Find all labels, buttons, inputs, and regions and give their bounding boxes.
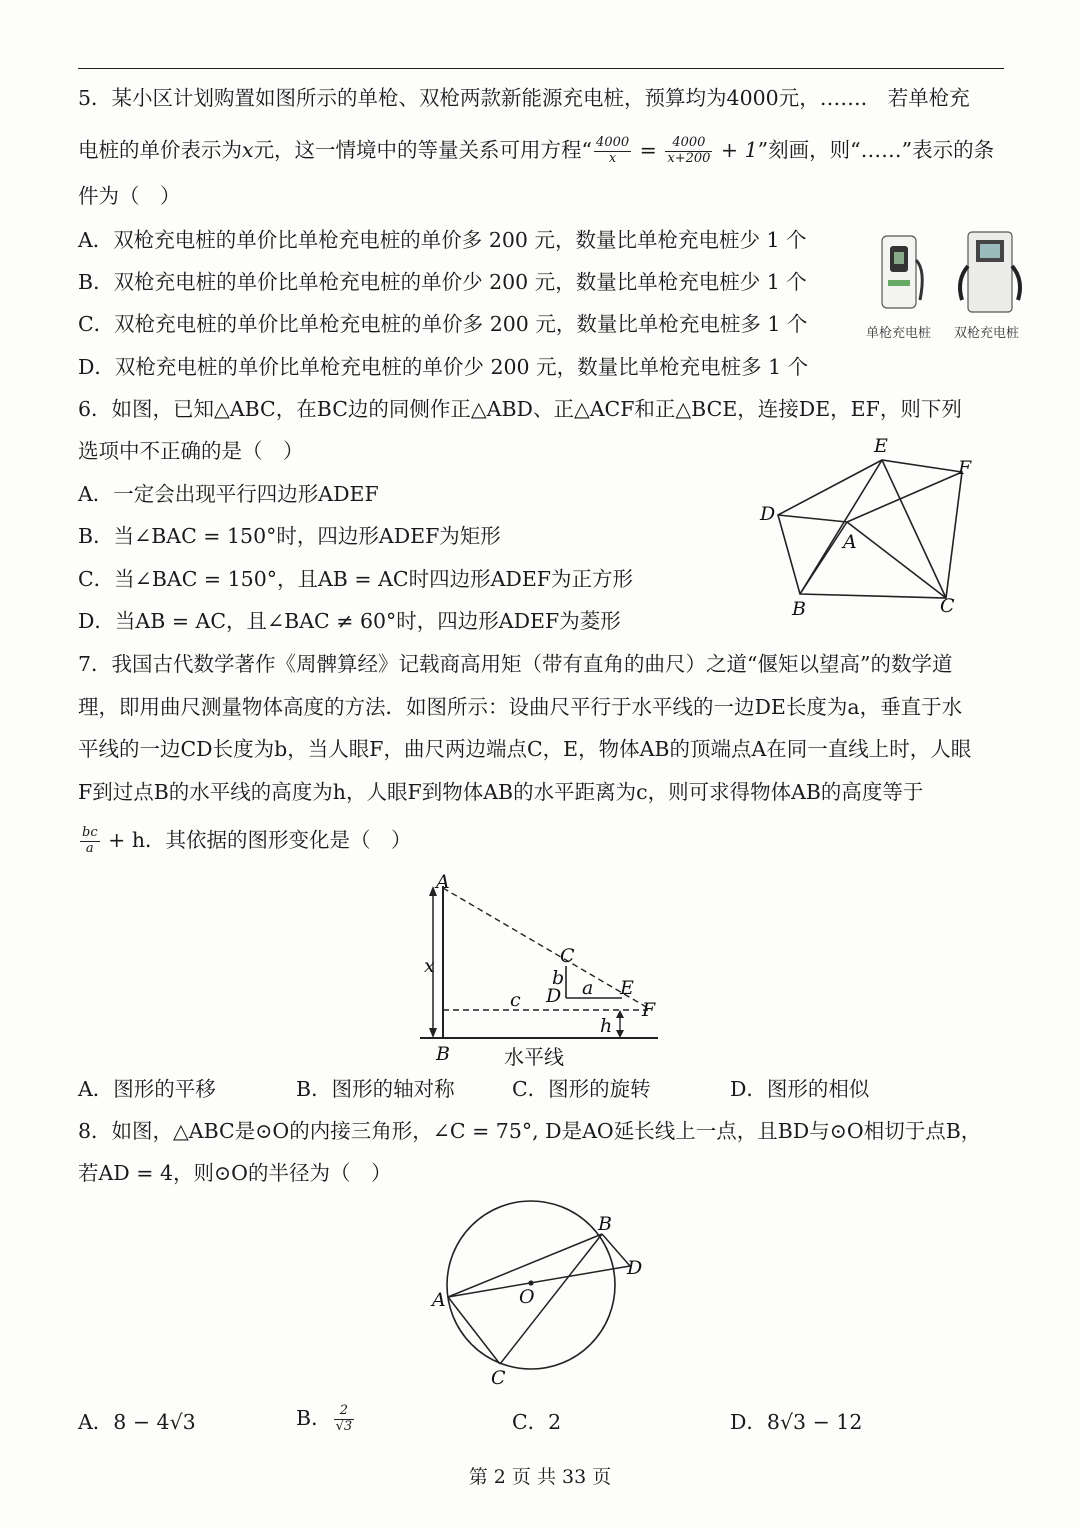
q5-option-b[interactable]: B．双枪充电桩的单价比单枪充电桩的单价少 200 元，数量比单枪充电桩少 1 个 [78, 270, 807, 294]
q6-label-f: F [958, 457, 972, 479]
q7-option-a[interactable]: A．图形的平移 [78, 1077, 216, 1101]
q6-label-d: D [760, 503, 776, 525]
q7-fraction-num: bc [82, 825, 98, 840]
q6-option-c[interactable]: C．当∠BAC = 150°，且AB = AC时四边形ADEF为正方形 [78, 567, 634, 591]
q8-center-dot [528, 1280, 533, 1285]
q7-line-4: F到过点B的水平线的高度为h，人眼F到物体AB的水平距离为c，则可求得物体AB的高度等于 [78, 780, 924, 804]
q8-option-b-num: 2 [334, 1404, 355, 1420]
q8-line-cb [500, 1234, 602, 1364]
q7-fraction-den: a [85, 840, 94, 856]
header-rule [78, 68, 1004, 69]
q5-fraction-1-num: 4000 [596, 135, 630, 150]
double-gun-charger-image [960, 232, 1020, 312]
q7-fraction-bc-a [80, 826, 100, 857]
q7-label-c-length: c [510, 989, 521, 1011]
q5-line-1: 5．某小区计划购置如图所示的单枪、双枪两款新能源充电桩，预算均为4000元，……． 若单枪充 [78, 86, 970, 110]
q7-line-3: 平线的一边CD长度为b，当人眼F，曲尺两边端点C，E，物体AB的顶端点A在同一直线上时，人眼 [78, 737, 972, 761]
q7-label-x: x [424, 955, 435, 977]
q7-label-d: D [546, 985, 562, 1007]
q5-fraction-1-den: x [608, 150, 617, 166]
q6-line-af [847, 472, 962, 522]
q8-option-a[interactable]: A．8 − 4√3 [78, 1410, 196, 1434]
q7-label-h: h [600, 1015, 613, 1037]
q8-label-d: D [627, 1257, 643, 1279]
q6-label-b: B [792, 598, 806, 620]
single-gun-charger-image [882, 236, 922, 308]
q7-line-5-rest: + h．其依据的图形变化是（ ） [101, 827, 412, 852]
q8-option-b[interactable] [296, 1404, 356, 1435]
q8-label-a: A [432, 1289, 446, 1311]
q8-option-b-den: √3 [335, 1418, 353, 1434]
q6-line-ec [882, 460, 946, 598]
q5-line-2 [78, 136, 994, 167]
charger-illustration [868, 230, 1038, 320]
q5-var-x: x [242, 137, 254, 162]
q8-figure [420, 1200, 660, 1390]
page-footer: 第 2 页 共 33 页 [468, 1466, 612, 1488]
q8-option-b-prefix: B． [296, 1405, 332, 1430]
q5-option-a[interactable]: A．双枪充电桩的单价比单枪充电桩的单价多 200 元，数量比单枪充电桩少 1 个 [78, 228, 807, 252]
q7-label-b-point: B [436, 1043, 450, 1065]
q5-equals: = [633, 137, 664, 162]
q7-line-5 [78, 826, 412, 857]
q7-label-e: E [620, 977, 634, 999]
q7-line-2: 理，即用曲尺测量物体高度的方法．如图所示：设曲尺平行于水平线的一边DE长度为a，垂直于水 [78, 695, 963, 719]
q5-text-a: 电桩的单价表示为 [78, 137, 242, 162]
q8-option-b-fraction [334, 1404, 355, 1435]
q8-line-bd [602, 1234, 630, 1266]
q5-fraction-2 [665, 136, 712, 167]
q5-plus-one: + 1 [714, 137, 758, 162]
q7-label-f: F [642, 999, 656, 1021]
q7-figure [410, 870, 680, 1070]
q6-line-eb [800, 460, 882, 594]
q5-text-b: 元，这一情境中的等量关系可用方程“ [253, 137, 593, 162]
q7-label-b: b [552, 967, 565, 989]
q8-line-2: 若AD = 4，则⊙O的半径为（ ） [78, 1161, 392, 1185]
q6-label-e: E [874, 435, 888, 457]
q7-option-c[interactable]: C．图形的旋转 [512, 1077, 651, 1101]
q8-line-ad [448, 1266, 630, 1297]
q5-line-3: 件为（ ） [78, 184, 181, 208]
q8-option-d[interactable]: D．8√3 − 12 [730, 1410, 863, 1434]
q6-option-a[interactable]: A．一定会出现平行四边形ADEF [78, 482, 379, 506]
q8-label-o: O [519, 1286, 535, 1308]
q7-option-b[interactable]: B．图形的轴对称 [296, 1077, 455, 1101]
q7-label-a: A [436, 871, 450, 893]
q6-line-1: 6．如图，已知△ABC，在BC边的同侧作正△ABD、正△ACF和正△BCE，连接DE，EF，则下列 [78, 397, 962, 421]
q7-option-d[interactable]: D．图形的相似 [730, 1077, 870, 1101]
q5-option-c[interactable]: C．双枪充电桩的单价比单枪充电桩的单价多 200 元，数量比单枪充电桩多 1 个 [78, 312, 808, 336]
q8-line-1: 8．如图，△ABC是⊙O的内接三角形，∠C = 75°, D是AO延长线上一点，且BD与⊙O相切于点B， [78, 1119, 982, 1143]
q5-text-c: ”刻画，则“……”表示的条 [757, 137, 995, 162]
q5-fraction-2-den: x+200 [667, 150, 711, 166]
q5-fraction-1 [594, 136, 631, 167]
q6-option-d[interactable]: D．当AB = AC，且∠BAC ≠ 60°时，四边形ADEF为菱形 [78, 609, 621, 633]
q6-label-a: A [843, 531, 857, 553]
q8-label-b: B [598, 1213, 612, 1235]
q7-label-c: C [560, 945, 575, 967]
q8-option-c[interactable]: C．2 [512, 1410, 562, 1434]
q6-line-ac [847, 522, 946, 598]
caption-double-charger: 双枪充电桩 [954, 326, 1020, 341]
q7-horizon-label: 水平线 [504, 1045, 564, 1069]
q6-line-2: 选项中不正确的是（ ） [78, 439, 304, 463]
q7-line-1: 7．我国古代数学著作《周髀算经》记载商高用矩（带有直角的曲尺）之道“偃矩以望高”的数学道 [78, 652, 953, 676]
q6-option-b[interactable]: B．当∠BAC = 150°时，四边形ADEF为矩形 [78, 524, 501, 548]
q6-line-da [778, 515, 847, 522]
q5-option-d[interactable]: D．双枪充电桩的单价比单枪充电桩的单价少 200 元，数量比单枪充电桩多 1 个 [78, 355, 809, 379]
q6-label-c: C [940, 595, 955, 617]
q8-line-ac [448, 1297, 500, 1364]
caption-single-charger: 单枪充电桩 [866, 326, 932, 341]
q5-fraction-2-num: 4000 [665, 136, 712, 152]
q6-figure [750, 430, 1010, 630]
q7-label-a-length: a [582, 977, 594, 999]
q8-label-c: C [491, 1367, 506, 1389]
